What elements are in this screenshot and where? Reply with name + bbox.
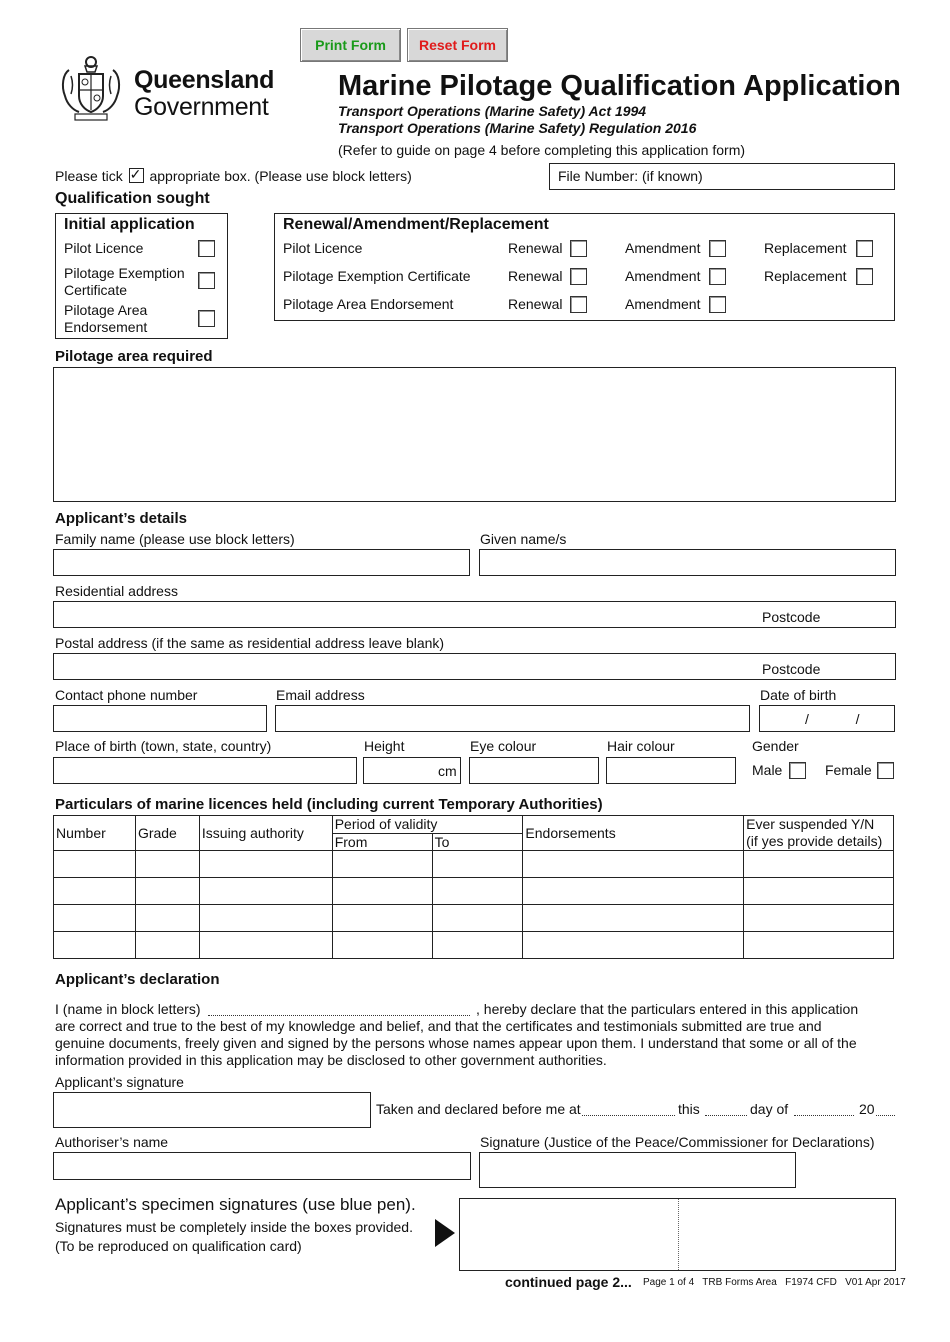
table-cell[interactable] [54, 878, 136, 905]
amendment-label: Amendment [625, 240, 701, 256]
col-grade-header: Grade [135, 816, 199, 851]
col-from-header: From [332, 833, 432, 851]
logo-name-line1: Queensland [134, 66, 275, 94]
table-cell[interactable] [432, 932, 523, 959]
renewal-label: Renewal [508, 268, 563, 284]
table-row [54, 932, 894, 959]
declared-day-input[interactable] [705, 1114, 747, 1116]
coat-of-arms-logo [55, 52, 127, 122]
initial-exemption-label-2: Certificate [64, 282, 128, 298]
phone-label: Contact phone number [55, 687, 198, 703]
initial-area-label-1: Pilotage Area [64, 302, 148, 318]
specimen-signature-1[interactable] [460, 1199, 678, 1270]
licences-table [53, 815, 894, 959]
col-suspended-line2: (if yes provide details) [746, 833, 883, 849]
male-label: Male [752, 762, 783, 778]
table-cell[interactable] [744, 878, 894, 905]
continued-label: continued page 2... [505, 1274, 632, 1290]
footer-meta: Page 1 of 4 TRB Forms Area F1974 CFD V01 Apr 2017 [643, 1277, 906, 1288]
table-cell[interactable] [135, 932, 199, 959]
licences-heading: Particulars of marine licences held (including current Temporary Authorities) [55, 796, 603, 813]
family-name-label: Family name (please use block letters) [55, 531, 295, 547]
declaration-name-input[interactable] [208, 1014, 470, 1016]
amendment-label: Amendment [625, 296, 701, 312]
pilotage-area-textarea[interactable] [53, 367, 896, 502]
renewal-label: Renewal [508, 296, 563, 312]
page-title: Marine Pilotage Qualification Application [338, 70, 901, 102]
tick-instruction [55, 168, 412, 185]
declaration-heading: Applicant’s declaration [55, 971, 220, 988]
renewal-row-area: Pilotage Area Endorsement [283, 296, 454, 312]
replacement-label: Replacement [764, 240, 847, 256]
col-suspended-header [744, 816, 894, 851]
height-label: Height [364, 738, 405, 754]
given-names-label: Given name/s [480, 531, 567, 547]
male-checkbox[interactable] [789, 762, 806, 779]
table-row [54, 905, 894, 932]
declaration-line4: information provided in this application may be disclosed to other government authorities. [55, 1052, 607, 1068]
arrow-right-icon [435, 1219, 455, 1252]
reset-form-button[interactable] [407, 28, 508, 62]
tick-instruction-after: appropriate box. (Please use block letters) [149, 168, 412, 184]
pilot-licence-replacement-checkbox[interactable] [856, 240, 873, 257]
declaration-line1-end: , hereby declare that the particulars entered in this application [476, 1001, 859, 1017]
declared-month-input[interactable] [794, 1114, 854, 1116]
renewal-label: Renewal [508, 240, 563, 256]
regulation-reference: Transport Operations (Marine Safety) Regulation 2016 [338, 120, 697, 136]
year-prefix-label: 20 [859, 1101, 875, 1117]
table-cell[interactable] [332, 878, 432, 905]
table-cell[interactable] [135, 905, 199, 932]
renewal-row-exemption: Pilotage Exemption Certificate [283, 268, 471, 284]
table-cell[interactable] [523, 905, 744, 932]
col-authority-header: Issuing authority [199, 816, 332, 851]
declaration-line2: are correct and true to the best of my knowledge and belief, and that the certificates and testimonials submitted are true and [55, 1018, 822, 1034]
postal-address-input[interactable] [53, 653, 896, 680]
col-to-header: To [432, 833, 523, 851]
pilot-licence-renewal-checkbox[interactable] [570, 240, 587, 257]
specimen-signature-box [459, 1198, 896, 1271]
declaration-line3: genuine documents, freely given and signed by the persons whose names appear upon them. I understand that some or all of the [55, 1035, 857, 1051]
email-input[interactable] [275, 705, 750, 732]
table-cell[interactable] [54, 851, 136, 878]
initial-exemption-label-1: Pilotage Exemption [64, 265, 185, 281]
table-cell[interactable] [135, 851, 199, 878]
table-cell[interactable] [432, 905, 523, 932]
applicant-signature-label: Applicant’s signature [55, 1074, 184, 1090]
female-label: Female [825, 762, 872, 778]
this-label: this [678, 1101, 700, 1117]
refer-guide-note: (Refer to guide on page 4 before completing this application form) [338, 142, 746, 158]
initial-application-panel [55, 213, 228, 339]
family-name-input[interactable] [53, 549, 470, 576]
jp-signature-label: Signature (Justice of the Peace/Commissioner for Declarations) [480, 1134, 875, 1150]
qualification-heading: Qualification sought [55, 190, 210, 207]
female-checkbox[interactable] [877, 762, 894, 779]
jp-signature-box[interactable] [479, 1152, 796, 1188]
hair-colour-input[interactable] [606, 757, 736, 784]
renewal-heading: Renewal/Amendment/Replacement [283, 216, 549, 233]
declared-year-input[interactable] [876, 1114, 895, 1116]
authoriser-name-input[interactable] [53, 1152, 471, 1180]
specimen-heading: Applicant’s specimen signatures (use blue pen). [55, 1195, 416, 1214]
hair-colour-label: Hair colour [607, 738, 675, 754]
table-cell[interactable] [54, 932, 136, 959]
table-cell[interactable] [432, 851, 523, 878]
logo-name-line2: Government [134, 93, 269, 121]
reset-form-label: Reset Form [418, 37, 497, 53]
cm-unit: cm [438, 763, 457, 779]
col-period-header: Period of validity [332, 816, 523, 834]
file-number-label: File Number: (if known) [558, 168, 703, 184]
act-reference: Transport Operations (Marine Safety) Act 1994 [338, 103, 647, 119]
birth-place-input[interactable] [53, 757, 357, 784]
table-cell[interactable] [332, 905, 432, 932]
col-suspended-line1: Ever suspended Y/N [746, 816, 875, 832]
table-row [54, 851, 894, 878]
postal-postcode-label: Postcode [762, 661, 821, 677]
table-cell[interactable] [135, 878, 199, 905]
dob-input[interactable] [759, 705, 895, 732]
col-endorsements-header: Endorsements [523, 816, 744, 851]
initial-exemption-checkbox[interactable] [198, 272, 215, 289]
area-renewal-checkbox[interactable] [570, 296, 587, 313]
table-cell[interactable] [523, 851, 744, 878]
renewal-panel [274, 213, 895, 321]
height-input[interactable] [363, 757, 461, 784]
table-cell[interactable] [523, 932, 744, 959]
email-label: Email address [276, 687, 365, 703]
print-form-label: Print Form [315, 37, 386, 53]
exemption-renewal-checkbox[interactable] [570, 268, 587, 285]
table-cell[interactable] [199, 932, 332, 959]
phone-input[interactable] [53, 705, 267, 732]
eye-colour-input[interactable] [469, 757, 599, 784]
tick-instruction-before: Please tick [55, 168, 123, 184]
exemption-amendment-checkbox[interactable] [709, 268, 726, 285]
checkmark-icon: ✓ [129, 168, 144, 183]
initial-pilot-licence-checkbox[interactable] [198, 240, 215, 257]
applicant-signature-box[interactable] [53, 1092, 371, 1128]
initial-pilot-licence-label: Pilot Licence [64, 240, 144, 256]
dob-label: Date of birth [760, 687, 837, 703]
initial-area-label-2: Endorsement [64, 319, 148, 335]
applicant-details-heading: Applicant’s details [55, 510, 187, 527]
pilotage-area-heading: Pilotage area required [55, 348, 213, 365]
table-cell[interactable] [432, 878, 523, 905]
table-cell[interactable] [199, 851, 332, 878]
renewal-row-pilot-licence: Pilot Licence [283, 240, 363, 256]
table-cell[interactable] [54, 905, 136, 932]
amendment-label: Amendment [625, 268, 701, 284]
dob-separator: / / [805, 711, 860, 727]
residential-address-input[interactable] [53, 601, 896, 628]
initial-area-checkbox[interactable] [198, 310, 215, 327]
declared-place-input[interactable] [582, 1114, 675, 1116]
print-form-button[interactable] [300, 28, 401, 62]
given-names-input[interactable] [479, 549, 896, 576]
table-cell[interactable] [744, 851, 894, 878]
table-cell[interactable] [744, 932, 894, 959]
gender-label: Gender [752, 738, 799, 754]
replacement-label: Replacement [764, 268, 847, 284]
specimen-line1: Signatures must be completely inside the boxes provided. [55, 1219, 413, 1235]
eye-colour-label: Eye colour [470, 738, 537, 754]
table-cell[interactable] [199, 878, 332, 905]
table-row [54, 878, 894, 905]
table-cell[interactable] [332, 932, 432, 959]
authoriser-name-label: Authoriser’s name [55, 1134, 169, 1150]
residential-address-label: Residential address [55, 583, 178, 599]
exemption-replacement-checkbox[interactable] [856, 268, 873, 285]
table-cell[interactable] [199, 905, 332, 932]
area-amendment-checkbox[interactable] [709, 296, 726, 313]
file-number-field[interactable] [549, 163, 895, 190]
table-cell[interactable] [744, 905, 894, 932]
specimen-line2: (To be reproduced on qualification card) [55, 1238, 302, 1254]
birth-place-label: Place of birth (town, state, country) [55, 738, 272, 754]
declaration-name-prefix: I (name in block letters) [55, 1001, 201, 1017]
col-number-header: Number [54, 816, 136, 851]
postal-address-label: Postal address (if the same as residential address leave blank) [55, 635, 445, 651]
residential-postcode-label: Postcode [762, 609, 821, 625]
taken-declared-label: Taken and declared before me at [376, 1101, 581, 1117]
pilot-licence-amendment-checkbox[interactable] [709, 240, 726, 257]
table-cell[interactable] [523, 878, 744, 905]
specimen-signature-2[interactable] [679, 1199, 895, 1270]
table-cell[interactable] [332, 851, 432, 878]
initial-application-heading: Initial application [64, 216, 195, 233]
day-of-label: day of [750, 1101, 789, 1117]
